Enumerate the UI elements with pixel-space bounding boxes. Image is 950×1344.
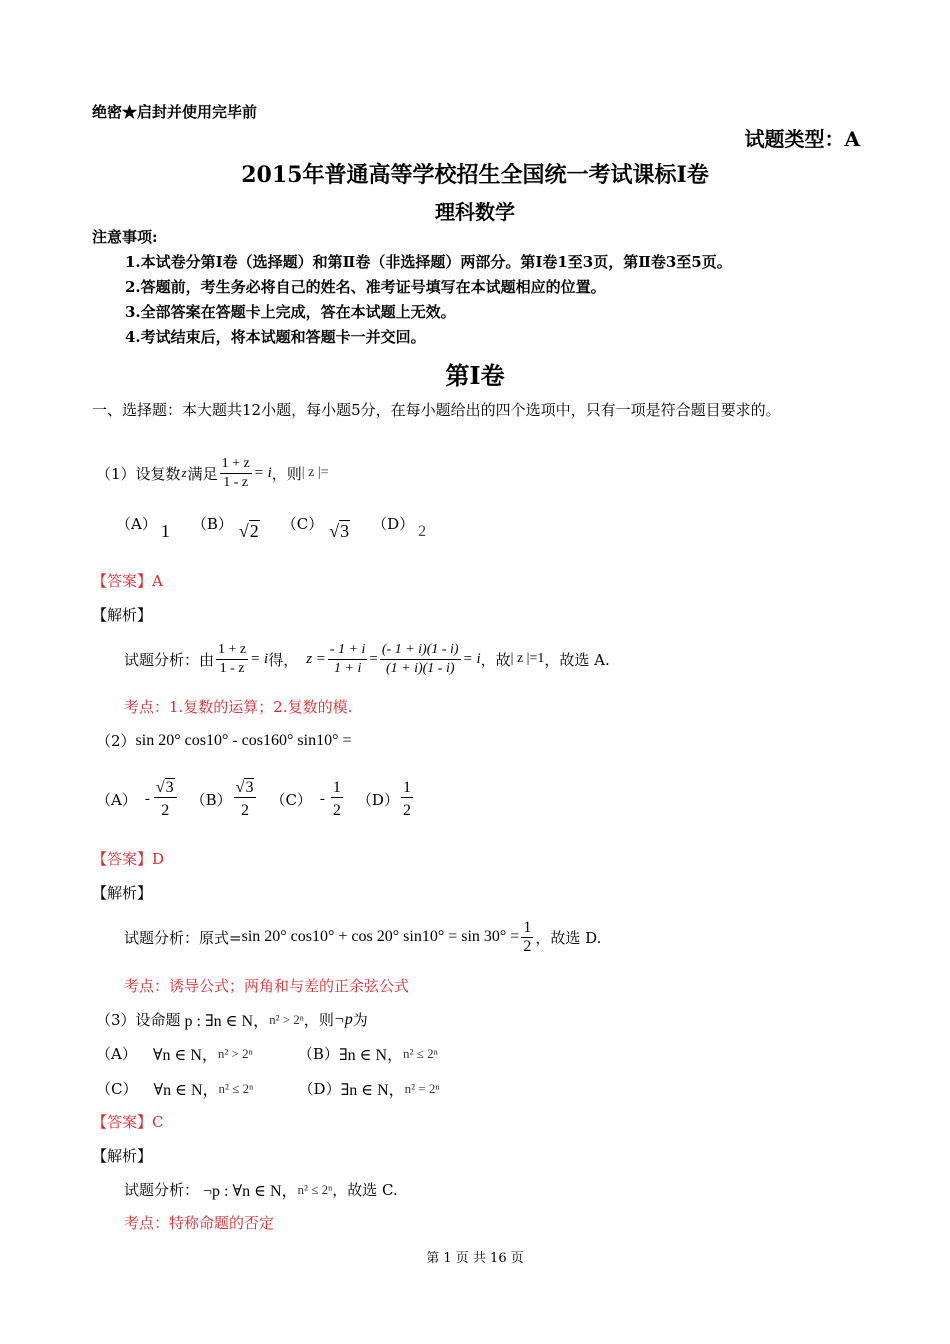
- option-label: （D）: [372, 515, 415, 533]
- analysis-label: 【解析】: [92, 1147, 153, 1165]
- sqrt-fraction: $\frac{√3}{2}$: [154, 779, 177, 820]
- radicand: 3: [340, 521, 350, 541]
- section-instruction: 一、选择题：本大题共12小题，每小题5分，在每小题给出的四个选项中，只有一项是符合题目要求的。: [92, 401, 781, 419]
- fraction-numerator: 1 + z: [216, 641, 248, 660]
- option-label: （B）: [191, 515, 233, 533]
- note-item: 3.全部答案在答题卡上完成，答在本试题上无效。: [125, 303, 456, 321]
- sqrt-option: √2: [238, 521, 259, 541]
- subject-title: 理科数学: [435, 200, 515, 224]
- solution-relation: n² ≤ 2ⁿ: [297, 1181, 333, 1197]
- q1-solution: 试题分析： 由 $\frac{1 + z}{1 - z}$ = i 得， z = $\frac{- 1 + i}{1 + i}$ = $\frac{(- 1 + i)(1 - i)}{(1 + i)(1 - i)}$ = i ，故 | z |=1 ，故选 A.: [124, 641, 610, 676]
- question-3: [96, 1008, 368, 1031]
- analysis-label: 【解析】: [92, 884, 153, 902]
- answer-value: C: [152, 1113, 164, 1131]
- fraction-denominator: 2: [332, 801, 341, 819]
- fraction: [220, 455, 252, 492]
- fraction-denominator: 2: [523, 937, 532, 955]
- equals-i: = i: [253, 464, 272, 481]
- option-row: [96, 1077, 440, 1100]
- fraction-denominator: 2: [161, 801, 170, 819]
- option-quantifier: ∃n ∈ N，: [340, 1082, 405, 1099]
- solution-end: ，故选 D.: [535, 928, 602, 947]
- option-row: [96, 1042, 438, 1065]
- secrecy-notice: 绝密★启封并使用完毕前: [92, 103, 258, 121]
- option-label: （C）: [96, 1080, 138, 1098]
- option-label: （C）: [281, 515, 324, 533]
- sqrt-option: √3: [329, 521, 350, 541]
- solution-so: ，故: [480, 650, 511, 669]
- fraction-denominator: 2: [241, 801, 250, 819]
- answer-line: [92, 848, 164, 869]
- fraction-numerator: 1: [332, 778, 341, 796]
- option-value: 1: [160, 521, 170, 541]
- fraction: [328, 641, 368, 678]
- paper-type-label: 试题类型：A: [744, 127, 860, 151]
- option-label: （B）: [190, 790, 232, 809]
- question-2-options: [96, 772, 415, 826]
- option-label: （D）: [298, 1080, 341, 1098]
- q2-solution: [124, 914, 601, 960]
- fraction: [401, 779, 413, 820]
- fraction-numerator: 1 + z: [220, 455, 252, 474]
- fraction-denominator: 1 + i: [334, 660, 362, 676]
- option-label: （B）: [297, 1045, 339, 1063]
- analysis-prefix: 试题分析：: [124, 928, 200, 947]
- abs-result: | z |=1: [510, 651, 545, 666]
- solution-expression: ¬p : ∀n ∈ N，: [203, 1183, 298, 1200]
- q3-solution: [124, 1178, 398, 1201]
- option-label: （A）: [96, 790, 137, 809]
- kaodian: 考点：1.复数的运算；2.复数的模.: [124, 698, 353, 716]
- radicand: 3: [245, 778, 254, 796]
- solution-expression: sin 20° cos10° + cos 20° sin10° = sin 30° =: [241, 928, 520, 945]
- option-sign: -: [144, 790, 150, 807]
- option-relation: n² = 2ⁿ: [404, 1080, 440, 1096]
- question-1-number: （1）设复数: [96, 464, 181, 483]
- option-relation: n² > 2ⁿ: [217, 1045, 253, 1061]
- fraction-numerator: - 1 + i: [328, 641, 368, 660]
- answer-value: D: [152, 850, 165, 868]
- note-item: 1.本试卷分第Ⅰ卷（选择题）和第Ⅱ卷（非选择题）两部分。第Ⅰ卷1至3页，第Ⅱ卷3至5页。: [125, 253, 732, 271]
- option-label: （D）: [356, 790, 399, 809]
- answer-line: [92, 1111, 164, 1132]
- question-1-then: ，则: [271, 464, 302, 483]
- exam-title: 2015年普通高等学校招生全国统一考试课标Ⅰ卷: [241, 162, 709, 188]
- fraction-denominator: (1 + i)(1 - i): [385, 660, 455, 676]
- analysis-label: 【解析】: [92, 606, 153, 624]
- radicand: 3: [165, 778, 174, 796]
- option-relation: n² ≤ 2ⁿ: [403, 1045, 438, 1061]
- condition: n² > 2ⁿ: [269, 1011, 304, 1027]
- proposition-p: p : ∃n ∈ N，: [184, 1013, 270, 1030]
- radicand: 2: [249, 521, 259, 541]
- notes-heading: 注意事项:: [92, 228, 158, 246]
- question-1-satisfies: 满足: [187, 464, 218, 483]
- kaodian: 考点：特称命题的否定: [124, 1214, 275, 1232]
- solution-z: z =: [306, 650, 326, 667]
- solution-from: 由: [199, 650, 215, 669]
- question-2: [96, 730, 352, 751]
- equals-i: = i: [250, 650, 269, 667]
- page-footer: 第 1 页 共 16 页: [426, 1251, 524, 1266]
- analysis-prefix: 试题分析：: [124, 1181, 200, 1199]
- note-item: 4.考试结束后，将本试题和答题卡一并交回。: [125, 328, 426, 346]
- question-1-options: [116, 513, 426, 549]
- answer-value: A: [152, 572, 163, 590]
- answer-label: 【答案】: [92, 850, 153, 868]
- solution-de: 得，: [268, 650, 299, 669]
- kaodian: 考点：诱导公式；两角和与差的正余弦公式: [124, 977, 410, 995]
- question-1: [96, 451, 329, 495]
- fraction-numerator: 1: [523, 918, 532, 936]
- question-2-number: （2）: [96, 732, 136, 750]
- option-value: 2: [418, 523, 427, 540]
- answer-label: 【答案】: [92, 1113, 153, 1131]
- fraction: [331, 779, 343, 820]
- option-quantifier: ∃n ∈ N，: [338, 1047, 404, 1064]
- fraction-denominator: 1 - z: [219, 660, 245, 676]
- fraction: [380, 641, 461, 678]
- fraction-denominator: 1 - z: [223, 474, 249, 490]
- fraction-numerator: (- 1 + i)(1 - i): [380, 641, 461, 660]
- option-relation: n² ≤ 2ⁿ: [218, 1080, 254, 1096]
- question-2-expression: sin 20° cos10° - cos160° sin10° =: [135, 731, 352, 749]
- option-label: （A）: [96, 1045, 137, 1063]
- option-sign: -: [319, 790, 325, 807]
- sqrt-fraction: $\frac{√3}{2}$: [234, 779, 257, 820]
- fraction-numerator: 1: [402, 778, 411, 796]
- equals-i: = i: [462, 650, 481, 667]
- solution-end: ，故选 C.: [332, 1181, 398, 1199]
- var-z: z: [181, 465, 187, 480]
- note-item: 2.答题前，考生务必将自己的姓名、准考证号填写在本试题相应的位置。: [125, 278, 606, 296]
- question-3-number: （3）设命题: [96, 1011, 181, 1029]
- fraction: [216, 641, 248, 678]
- question-3-then: ，则: [303, 1011, 334, 1029]
- solution-end: ，故选 A.: [544, 650, 610, 669]
- part-heading: 第Ⅰ卷: [445, 361, 505, 390]
- analysis-prefix: 试题分析：: [124, 650, 200, 669]
- option-label: （C）: [270, 790, 312, 809]
- fraction: [521, 919, 533, 956]
- option-quantifier: ∀n ∈ N，: [152, 1047, 218, 1064]
- not-p: ¬p: [333, 1010, 353, 1028]
- answer-line: [92, 570, 163, 591]
- fraction-denominator: 2: [402, 801, 411, 819]
- question-3-wei: 为: [352, 1011, 368, 1029]
- solution-text: 原式=: [199, 928, 242, 947]
- option-quantifier: ∀n ∈ N，: [153, 1082, 219, 1099]
- option-label: （A）: [116, 515, 157, 533]
- abs-z: | z |=: [301, 465, 329, 480]
- answer-label: 【答案】: [92, 572, 153, 590]
